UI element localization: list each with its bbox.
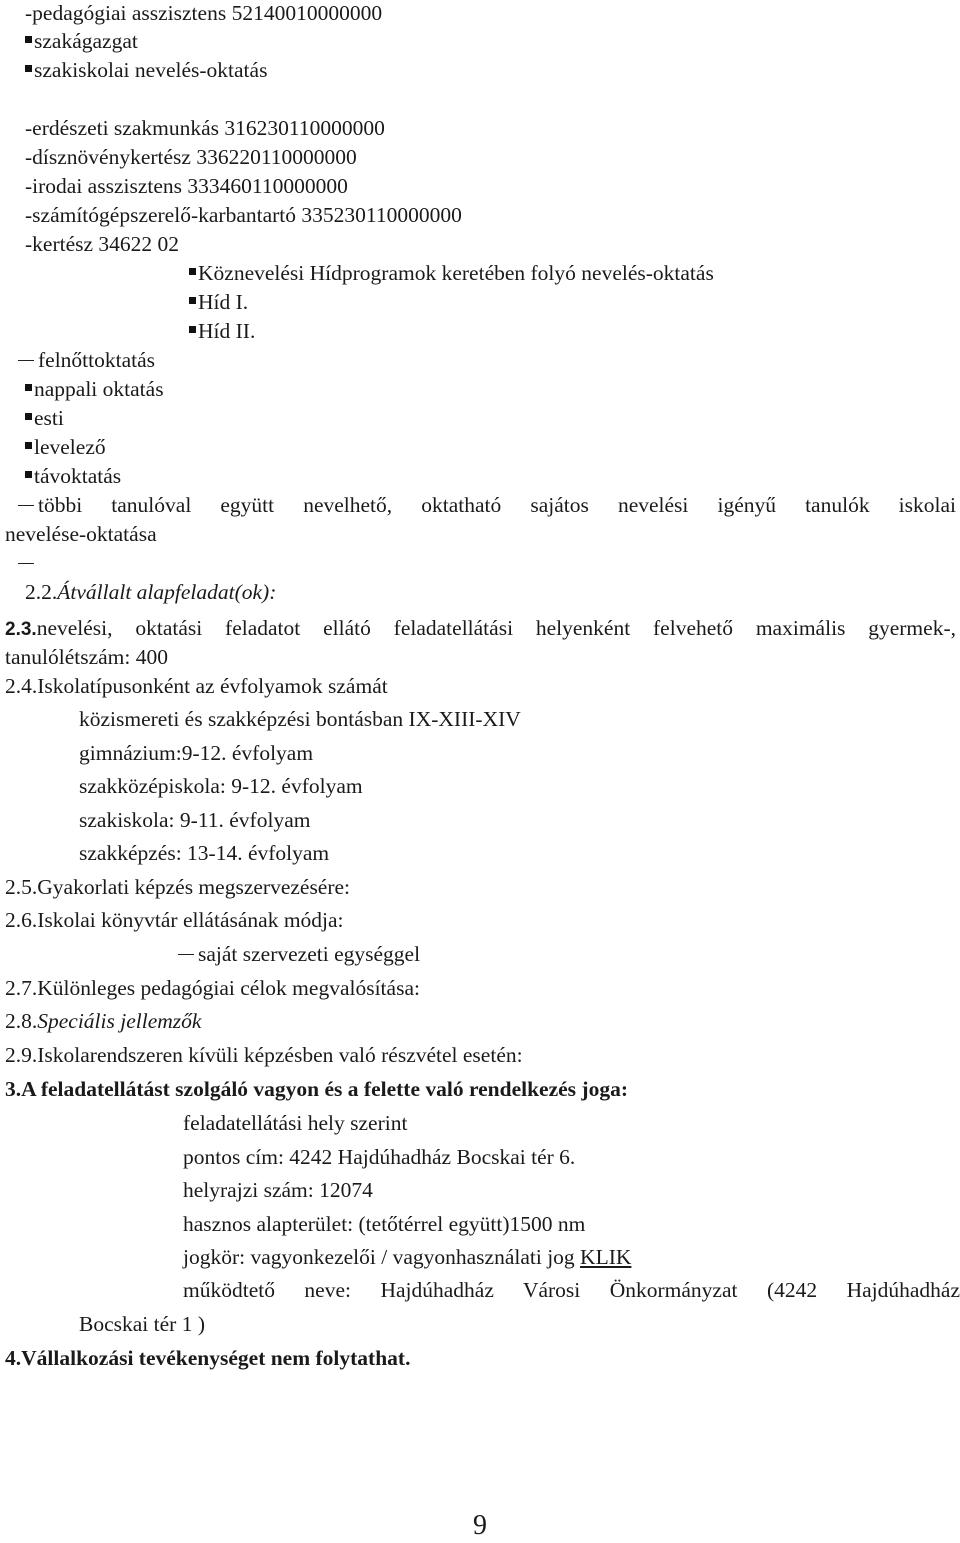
line: közismereti és szakképzési bontásban IX-XIII-XIV [79, 707, 521, 731]
square-bullet-icon [189, 326, 196, 333]
dash-item [178, 941, 420, 967]
section-text: Iskolatípusonként az évfolyamok számát [37, 674, 388, 698]
square-bullet-icon [25, 65, 32, 72]
bullet-text: szakiskolai nevelés-oktatás [34, 58, 268, 82]
line: -számítógépszerelő-karbantartó 335230110000000 [25, 203, 462, 227]
bullet-item [25, 434, 106, 460]
section-2-4 [5, 673, 388, 699]
section-title: Átvállalt alapfeladat(ok): [57, 580, 277, 604]
bullet-text: Köznevelési Hídprogramok keretében folyó nevelés-oktatás [198, 261, 714, 285]
line: helyrajzi szám: 12074 [183, 1178, 373, 1202]
bullet-text: levelező [34, 435, 106, 459]
section-2-7: 2.7.Különleges pedagógiai célok megvalósítása: [5, 976, 420, 1000]
square-bullet-icon [25, 413, 32, 420]
section-2-2 [25, 579, 276, 605]
jogkor-text: jogkör: vagyonkezelői / vagyonhasználati jog [183, 1245, 581, 1269]
dash-icon [18, 505, 34, 506]
line: szakképzés: 13-14. évfolyam [79, 841, 330, 865]
bullet-item [25, 57, 267, 83]
dash-item-justified [18, 492, 956, 518]
section-text: nevelési, oktatási feladatot ellátó feladatellátási helyenként felvehető maximális gyermek-, [36, 616, 956, 640]
bullet-text: szakágazgat [34, 29, 138, 53]
line: hasznos alapterület: (tetőtérrel együtt)1500 nm [183, 1212, 586, 1236]
line: Bocskai tér 1 ) [79, 1312, 205, 1336]
line-justified: működtető neve: Hajdúhadház Városi Önkormányzat (4242 Hajdúhadház [183, 1278, 960, 1302]
line: -kertész 34622 02 [25, 232, 180, 256]
bullet-item [25, 376, 164, 402]
line: gimnázium:9-12. évfolyam [79, 741, 314, 765]
square-bullet-icon [25, 442, 32, 449]
section-2-5: 2.5.Gyakorlati képzés megszervezésére: [5, 875, 351, 899]
section-2-8 [5, 1008, 201, 1034]
line: feladatellátási hely szerint [183, 1111, 408, 1135]
dash-item [18, 347, 155, 373]
line: -pedagógiai asszisztens 52140010000000 [25, 1, 383, 25]
dash-text: saját szervezeti egységgel [198, 942, 421, 966]
section-number: 2.8. [5, 1009, 38, 1033]
bullet-item [25, 463, 121, 489]
bullet-item [189, 260, 714, 286]
section-3-heading: 3.A feladatellátást szolgáló vagyon és a felette való rendelkezés joga: [5, 1077, 628, 1101]
section-2-9: 2.9.Iskolarendszeren kívüli képzésben való részvétel esetén: [5, 1043, 523, 1067]
dash-icon [178, 954, 194, 955]
line: -dísznövénykertész 336220110000000 [25, 145, 357, 169]
square-bullet-icon [189, 297, 196, 304]
dash-icon [18, 360, 34, 361]
section-number: 2.4. [5, 674, 38, 698]
bullet-text: nappali oktatás [34, 377, 164, 401]
square-bullet-icon [25, 384, 32, 391]
section-4-heading: 4.Vállalkozási tevékenységet nem folytathat. [5, 1346, 411, 1370]
bullet-text: Híd II. [198, 319, 256, 343]
dash-text: felnőttoktatás [38, 348, 156, 372]
bullet-text: távoktatás [34, 464, 122, 488]
line: szakiskola: 9-11. évfolyam [79, 808, 311, 832]
bullet-item [25, 28, 138, 54]
line: tanulólétszám: 400 [5, 645, 169, 669]
line: -irodai asszisztens 333460110000000 [25, 174, 348, 198]
section-number: 2.3. [5, 619, 37, 640]
line: -erdészeti szakmunkás 316230110000000 [25, 116, 385, 140]
dash-icon [18, 563, 34, 564]
line: szakközépiskola: 9-12. évfolyam [79, 774, 363, 798]
page-number: 9 [473, 1510, 487, 1541]
bullet-item [25, 405, 64, 431]
line [183, 1244, 631, 1270]
bullet-text: esti [34, 406, 64, 430]
line: nevelése-oktatása [5, 522, 157, 546]
section-title: Speciális jellemzők [37, 1009, 202, 1033]
bullet-item [189, 289, 248, 315]
dash-text: többi tanulóval együtt nevelhető, oktatható sajátos nevelési igényű tanulók iskolai [38, 493, 956, 517]
dash-item [18, 550, 38, 576]
square-bullet-icon [25, 471, 32, 478]
section-2-3 [5, 615, 956, 643]
square-bullet-icon [25, 36, 32, 43]
section-number: 2.2. [25, 580, 58, 604]
bullet-text: Híd I. [198, 290, 249, 314]
bullet-item [189, 318, 255, 344]
line: pontos cím: 4242 Hajdúhadház Bocskai tér 6. [183, 1145, 576, 1169]
klik-link[interactable]: KLIK [580, 1245, 632, 1269]
square-bullet-icon [189, 268, 196, 275]
section-2-6: 2.6.Iskolai könyvtár ellátásának módja: [5, 908, 344, 932]
